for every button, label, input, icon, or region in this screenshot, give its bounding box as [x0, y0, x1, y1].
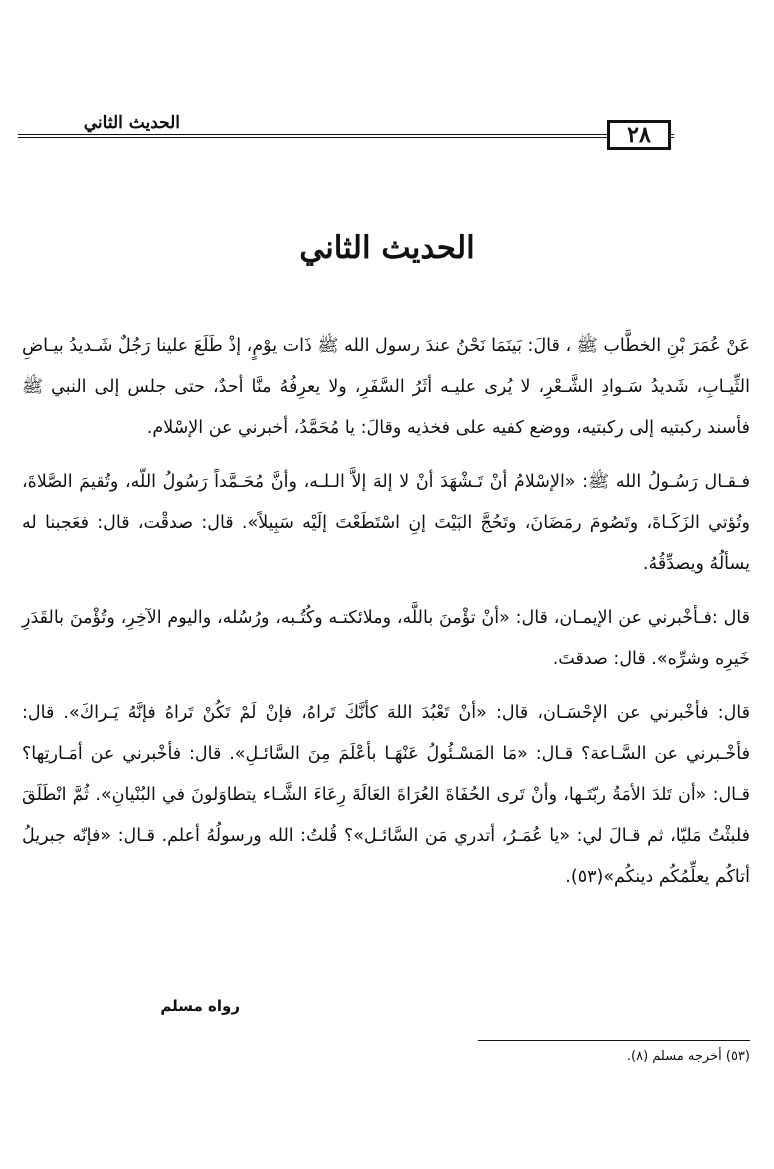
paragraph: قال: فأخْبرني عن الإحْسَـان، قال: «أنْ تَعْبُدَ اللهَ كأنَّكَ تَراهُ، فإنْ لَمْ تَكُنْ تَراهُ فإنَّهُ يَـراكَ». قال: فأخْـبرني عن السَّـاعة؟ قـال: «مَا المَسْـئُولُ عَنْهَـا بأعْلَمَ مِنَ السَّائـلِ». قال: فأخْبرني عن أمَـارتِها؟ قـال: «أن تَلدَ الأمَةُ ربّتَـها، وأنْ تَرى الحُفَاةَ العُرَاةَ العَالَةَ رِعَاءَ الشَّـاء يتطاوَلونَ في البُنْيانِ». ثُمَّ انْطَلَقَ فلبثْتُ مَليّا، ثم قـالَ لي: «يا عُمَـرُ، أتدري مَن السَّائـل»؟ قُلتُ: الله ورسولُهُ أعلم. قـال: «فإنّه جبريلُ أتاكُم يعلِّمُكُم دينكُم»(٥٣).: [22, 703, 750, 887]
footnote-rule: [478, 1040, 750, 1041]
footnote: (٥٣) أخرجه مسلم (٨).: [626, 1049, 750, 1064]
hadith-text: [22, 326, 750, 911]
running-title: الحديث الثاني: [83, 113, 180, 133]
paragraph: فـقـال رَسُـولُ الله ﷺ: «الإسْلامُ أنْ تَـشْهَدَ أنْ لا إلهَ إلاَّ الـلـه، وأنَّ مُحَـمَّداً رَسُولُ اللّه، وتُقيمَ الصَّلاةَ، وتُؤتي الزَكَـاةَ، وتَصُومَ رمَضَانَ، وتَحُجَّ البَيْتَ إنِ اسْتَطَعْتَ إلَيْه سَبِيلاً». قال: صدقْت، قال: فعَجبنا له يسألُهُ ويصدِّقُهُ.: [22, 472, 750, 574]
source-attribution: رواه مسلم: [160, 997, 240, 1015]
chapter-title: الحديث الثاني: [299, 230, 475, 266]
paragraph: عَنْ عُمَرَ بْنِ الخطَّاب ﷺ ، قالَ: بَينَمَا نَحْنُ عندَ رسول الله ﷺ ذَات يوْمٍ، إذْ طَلَعَ علينا رَجُلٌ شَـديدُ بيـاضِ الثِّيـابِ، شَديدُ سَـوادِ الشَّـعْرِ، لا يُرى عليـه أثَرُ السَّفَرِ، ولا يعرِفُهُ منَّا أحدٌ، حتى جلس إلى النبي ﷺ فأسند ركبتيه إلى ركبتيه، ووضع كفيه على فخذيه وقالَ: يا مُحَمَّدُ، أخبرني عن الإسْلام.: [22, 336, 750, 438]
paragraph: قال :فـأخْبرني عن الإيمـان، قال: «أنْ تؤْمنَ باللَّه، وملائكتـه وكُتُـبه، ورُسُله، واليوم الآخِرِ، وتُؤْمنَ بالقَدَرِ خَيرِه وشرِّه». قال: صدقتَ.: [22, 608, 750, 669]
page-number: ٢٨: [607, 120, 671, 150]
header-rule: [18, 134, 674, 138]
